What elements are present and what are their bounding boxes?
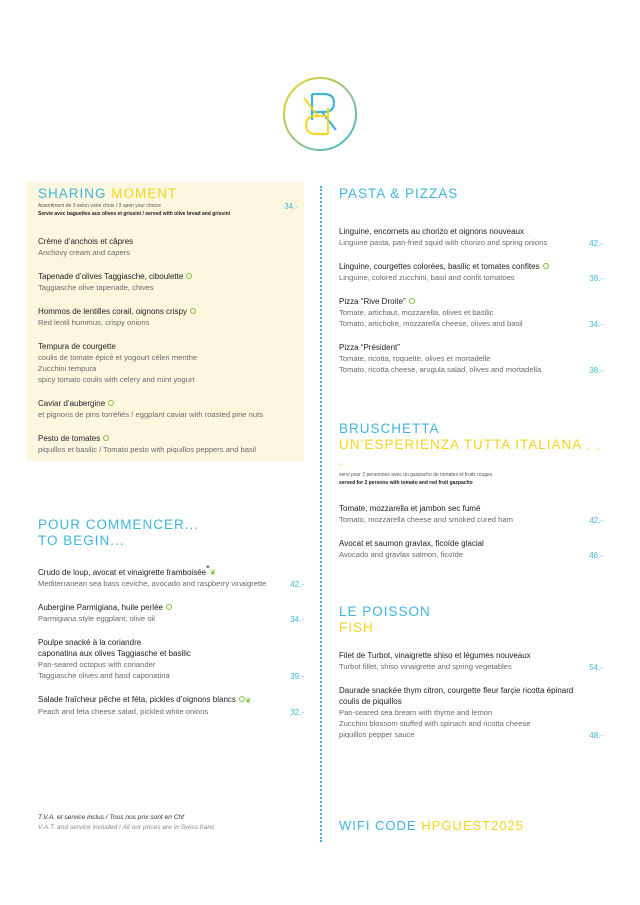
sharing-title xyxy=(38,186,304,202)
item-price: 42.- xyxy=(589,516,603,525)
bruschetta-title-2: UN’ESPERIENZA TUTTA ITALIANA . . . xyxy=(339,437,601,468)
item-en: Tomate, artichaut, mozzarella, olives et basilic xyxy=(339,308,494,317)
item-fr: Pizza “Président” xyxy=(339,343,400,352)
sharing-price: 34.- xyxy=(284,202,298,211)
item-fr: Salade fraîcheur pêche et féta, pickles d’oignons blancs xyxy=(38,695,236,705)
item-en: Tomato, ricotta cheese, arugula salad, olives and mortadella xyxy=(339,365,542,374)
item-price: 48.- xyxy=(589,731,603,740)
leaf-icon: ❦ xyxy=(244,695,252,705)
sharing-item xyxy=(38,271,304,293)
pasta-title: PASTA & PIZZAS xyxy=(339,186,459,201)
bruschetta-item xyxy=(339,538,603,560)
wifi-label: WIFI CODE xyxy=(339,818,422,833)
footer-note xyxy=(38,813,214,833)
item-en: Anchovy cream and capers xyxy=(38,248,131,257)
item-en: Tomato, mozzarella cheese and smoked cured ham xyxy=(339,515,513,524)
item-price: 42.- xyxy=(290,580,304,590)
item-price: 38.- xyxy=(589,366,603,375)
fish-item xyxy=(339,650,603,672)
footer-line-1: T.V.A. et service inclus / Tous nos prix sont en Chf xyxy=(38,814,184,821)
veg-circle-icon xyxy=(166,604,172,610)
veg-circle-icon xyxy=(108,400,114,406)
wifi-value: HPGUEST2025 xyxy=(421,818,524,833)
item-en: piquillos et basilic / Tomato pesto with piquillos peppers and basil xyxy=(38,445,257,454)
starters-title-1: POUR COMMENCER... xyxy=(38,517,200,532)
item-price: 54.- xyxy=(589,663,603,672)
veg-circle-icon xyxy=(409,298,415,304)
item-en: Zucchini tempura xyxy=(38,364,97,373)
item-fr: Caviar d’aubergine xyxy=(38,399,106,408)
item-fr: Linguine, encornets au chorizo et oignons nouveaux xyxy=(339,227,525,236)
footer-line-2: V.A.T. and service included / All our prices are in Swiss franc xyxy=(38,824,215,831)
star-icon: * xyxy=(206,563,210,574)
sharing-item xyxy=(38,306,304,328)
item-fr: Avocat et saumon gravlax, ficoïde glacial xyxy=(339,539,484,548)
pasta-section xyxy=(339,182,603,375)
item-en: Zucchini blossom stuffed with spinach and ricotta cheese xyxy=(339,719,531,728)
item-en: spicy tomato coulis with celery and mint yogurt xyxy=(38,375,195,384)
bruschetta-note-2: served for 2 persons with tomato and red fruit gazpacho xyxy=(339,480,473,486)
item-en: Avocado and gravlax salmon, ficoïde xyxy=(339,550,463,559)
starter-item xyxy=(38,637,304,681)
item-en: Tomate, ricotta, roquette, olives et mortadelle xyxy=(339,354,491,363)
rd-monogram-logo xyxy=(282,76,358,152)
sharing-note-2: Servie avec baguettes aux olives et grissini / served with olive bread and grissini xyxy=(38,211,231,217)
item-en: Peach and feta cheese salad, pickled white onions xyxy=(38,706,209,716)
item-fr: Daurade snackée thym citron, courgette fleur farçie ricotta épinard xyxy=(339,686,574,695)
sharing-item xyxy=(38,236,304,258)
sharing-item xyxy=(38,398,304,420)
item-fr: coulis de piquillos xyxy=(339,697,402,706)
item-en: Red lentil hummus, crispy onions xyxy=(38,318,150,327)
item-price: 34.- xyxy=(290,615,304,625)
veg-circle-icon xyxy=(186,273,192,279)
veg-circle-icon xyxy=(103,435,109,441)
sharing-title-a: SHARING xyxy=(38,186,112,201)
fish-section xyxy=(339,604,603,740)
pasta-item xyxy=(339,226,603,248)
item-en: et pignons de pins torréfiés / eggplant caviar with roasted pine nuts xyxy=(38,410,263,419)
item-en: coulis de tomate épicé et yogourt céleri menthe xyxy=(38,353,198,362)
item-fr: Crème d’anchois et câpres xyxy=(38,237,134,246)
item-price: 34.- xyxy=(589,320,603,329)
item-en: Pan-seared sea bream with thyme and lemon xyxy=(339,708,493,717)
item-fr: Aubergine Parmigiana, huile perlée xyxy=(38,603,163,613)
item-price: 38.- xyxy=(589,274,603,283)
fish-item xyxy=(339,685,603,740)
bruschetta-note-1: servi pour 2 personnes avec un gaspacho de tomates et fruits rouges xyxy=(339,472,493,478)
item-en: piquillos pepper sauce xyxy=(339,730,415,739)
item-price: 32.- xyxy=(290,707,304,717)
starters-title-2: TO BEGIN... xyxy=(38,533,125,548)
pasta-item xyxy=(339,296,603,329)
leaf-icon: ❦ xyxy=(209,568,217,578)
item-en: Mediterranean sea bass ceviche, avocado and raspberry vinaigrette xyxy=(38,579,267,589)
starter-item xyxy=(38,602,304,624)
item-en: Linguine pasta, pan-fried squid with chorizo and spring onions xyxy=(339,238,548,247)
pasta-item xyxy=(339,261,603,283)
item-fr: Linguine, courgettes colorées, basilic et tomates confites xyxy=(339,262,540,271)
sharing-item xyxy=(38,433,304,455)
item-fr: Crudo de loup, avocat et vinaigrette framboisée xyxy=(38,568,207,577)
veg-circle-icon xyxy=(543,263,549,269)
item-en: Linguine, colored zucchini, basil and confit tomatoes xyxy=(339,273,515,282)
item-en: Parmigiana style eggplant, olive oil xyxy=(38,614,155,624)
sharing-price-line xyxy=(38,202,304,210)
item-en: Pan-seared octopus with coriander xyxy=(38,660,156,670)
item-fr: Tempura de courgette xyxy=(38,342,116,351)
bruschetta-section xyxy=(339,421,603,560)
item-en: Turbot fillet, shiso vinaigrette and spring vegetables xyxy=(339,662,512,671)
fish-title-2: FISH xyxy=(339,620,374,635)
item-price: 46.- xyxy=(589,551,603,560)
sharing-title-b: MOMENT xyxy=(111,186,178,201)
item-en: Taggiasche olive tapenade, chives xyxy=(38,283,154,292)
sharing-item xyxy=(38,341,304,385)
starter-item xyxy=(38,694,304,716)
bruschetta-item xyxy=(339,503,603,525)
veg-circle-icon xyxy=(190,308,196,314)
item-fr: Pesto de tomates xyxy=(38,434,101,443)
wifi-code xyxy=(339,818,524,833)
fish-title-1: LE POISSON xyxy=(339,604,431,619)
item-fr: Tapenade d’olives Taggiasche, ciboulette xyxy=(38,272,184,281)
bruschetta-title-1: BRUSCHETTA xyxy=(339,421,440,436)
sharing-note-1: Assortiment de 3 selon votre choix / 3 upon your choice xyxy=(38,203,161,209)
right-column xyxy=(339,182,603,740)
item-en: Taggiasche olives and basil caponatina xyxy=(38,671,170,681)
pasta-item xyxy=(339,342,603,375)
column-divider xyxy=(320,186,322,842)
item-fr: Tomate, mozzarella et jambon sec fumé xyxy=(339,504,481,513)
item-fr: Hommos de lentilles corail, oignons crispy xyxy=(38,307,187,316)
item-en: Tomato, artichoke, mozzarella cheese, olives and basil xyxy=(339,319,523,328)
item-price: 39.- xyxy=(290,672,304,682)
starters-section xyxy=(27,517,304,717)
sharing-section xyxy=(27,182,304,461)
item-price: 42.- xyxy=(589,239,603,248)
item-fr: caponatina aux olives Taggiasche et basilic xyxy=(38,649,191,659)
item-fr: Filet de Turbot, vinaigrette shiso et légumes nouveaux xyxy=(339,651,531,660)
item-fr: Poulpe snacké à la coriandre xyxy=(38,638,142,648)
starter-item xyxy=(38,563,304,590)
left-column xyxy=(27,182,304,717)
item-fr: Pizza “Rive Droite” xyxy=(339,297,406,306)
